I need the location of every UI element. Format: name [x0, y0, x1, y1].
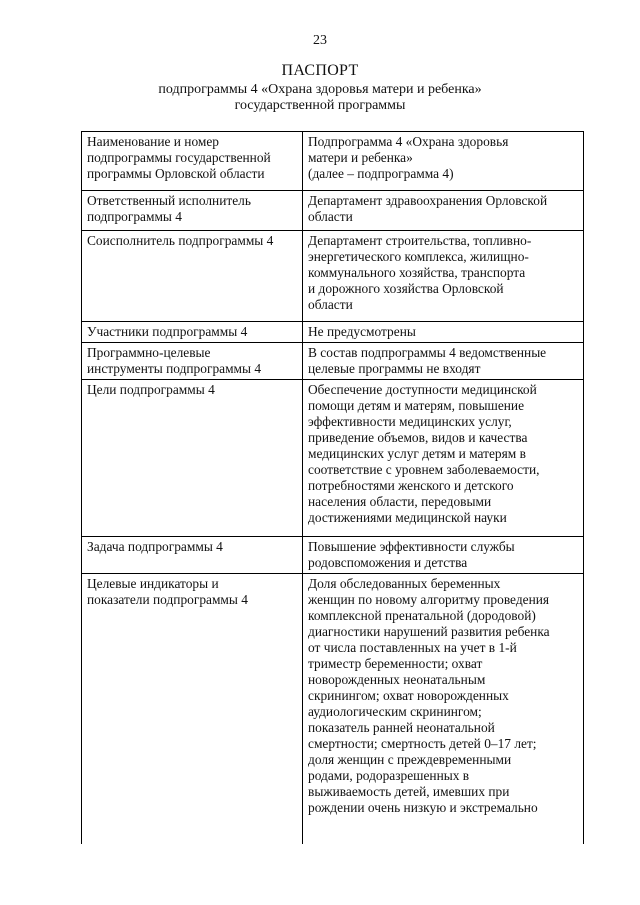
row-value-cell	[303, 537, 584, 574]
passport-table	[81, 131, 584, 844]
row-value-line: помощи детям и матерям, повышение	[308, 398, 525, 413]
row-value-line: доля женщин с преждевременными	[308, 752, 512, 767]
row-value-line: смертности; смертность детей 0–17 лет;	[308, 736, 537, 751]
row-value-line: Подпрограмма 4 «Охрана здоровья	[308, 134, 509, 149]
row-label-line: показатели подпрограммы 4	[87, 592, 248, 607]
row-label-line: Соисполнитель подпрограммы 4	[87, 233, 274, 248]
row-value-line: достижениями медицинской науки	[308, 510, 507, 525]
row-value-line: родами, родоразрешенных в	[308, 768, 470, 783]
table-row	[82, 191, 584, 231]
row-label-line: Участники подпрограммы 4	[87, 324, 248, 339]
subtitle-line: подпрограммы 4 «Охрана здоровья матери и ребенка»	[158, 82, 482, 97]
row-label-cell	[82, 380, 303, 537]
row-label-line: программы Орловской области	[87, 166, 265, 181]
row-label-line: инструменты подпрограммы 4	[87, 361, 262, 376]
row-value-line: родовспоможения и детства	[308, 555, 468, 570]
row-value-line: соответствие с уровнем заболеваемости,	[308, 462, 540, 477]
row-value-cell	[303, 574, 584, 844]
row-value-line: Повышение эффективности службы	[308, 539, 515, 554]
table-row	[82, 231, 584, 322]
row-label-cell	[82, 191, 303, 231]
row-value-cell	[303, 380, 584, 537]
row-value-line: медицинских услуг детям и матерям в	[308, 446, 526, 461]
row-label-line: Ответственный исполнитель	[87, 193, 251, 208]
row-value-line: женщин по новому алгоритму проведения	[308, 592, 550, 607]
row-value-line: (далее – подпрограмма 4)	[308, 166, 454, 181]
table-row	[82, 343, 584, 380]
row-label-cell	[82, 322, 303, 343]
subtitle-line: государственной программы	[234, 98, 406, 113]
row-value-line: комплексной пренатальной (дородовой)	[308, 608, 536, 623]
row-value-line: Департамент строительства, топливно-	[308, 233, 532, 248]
row-label-cell	[82, 574, 303, 844]
row-value-line: коммунального хозяйства, транспорта	[308, 265, 526, 280]
row-value-cell	[303, 343, 584, 380]
document-subtitle	[0, 82, 640, 114]
table-row	[82, 574, 584, 844]
row-value-line: Обеспечение доступности медицинской	[308, 382, 537, 397]
row-label-line: Наименование и номер	[87, 134, 220, 149]
row-value-line: выживаемость детей, имевших при	[308, 784, 510, 799]
row-value-line: Департамент здравоохранения Орловской	[308, 193, 548, 208]
row-value-line: потребностями женского и детского	[308, 478, 514, 493]
row-value-line: Доля обследованных беременных	[308, 576, 501, 591]
row-value-line: целевые программы не входят	[308, 361, 481, 376]
row-value-line: Не предусмотрены	[308, 324, 416, 339]
passport-table-body	[82, 132, 584, 844]
row-value-line: новорожденных неонатальным	[308, 672, 486, 687]
page-number: 23	[313, 33, 327, 48]
row-value-line: В состав подпрограммы 4 ведомственные	[308, 345, 547, 360]
row-label-line: подпрограммы 4	[87, 209, 182, 224]
row-value-line: и дорожного хозяйства Орловской	[308, 281, 504, 296]
row-value-line: эффективности медицинских услуг,	[308, 414, 512, 429]
row-value-cell	[303, 322, 584, 343]
row-value-line: населения области, передовыми	[308, 494, 492, 509]
table-row	[82, 537, 584, 574]
row-value-line: матери и ребенка»	[308, 150, 413, 165]
row-label-line: Целевые индикаторы и	[87, 576, 219, 591]
table-row	[82, 322, 584, 343]
row-value-cell	[303, 132, 584, 191]
row-value-line: рождении очень низкую и экстремально	[308, 800, 538, 815]
row-label-line: Цели подпрограммы 4	[87, 382, 215, 397]
row-value-line: приведение объемов, видов и качества	[308, 430, 528, 445]
row-value-line: скринингом; охват новорожденных	[308, 688, 509, 703]
row-value-line: от числа поставленных на учет в 1-й	[308, 640, 517, 655]
row-value-line: аудиологическим скринингом;	[308, 704, 482, 719]
row-value-line: триместр беременности; охват	[308, 656, 483, 671]
row-label-line: Программно-целевые	[87, 345, 211, 360]
row-value-cell	[303, 231, 584, 322]
row-label-cell	[82, 537, 303, 574]
row-value-line: области	[308, 209, 353, 224]
row-value-line: показатель ранней неонатальной	[308, 720, 495, 735]
row-label-cell	[82, 132, 303, 191]
document-title: ПАСПОРТ	[281, 62, 359, 79]
table-row	[82, 132, 584, 191]
row-value-line: области	[308, 297, 353, 312]
row-value-line: диагностики нарушений развития ребенка	[308, 624, 550, 639]
table-row	[82, 380, 584, 537]
row-label-line: Задача подпрограммы 4	[87, 539, 223, 554]
row-label-cell	[82, 343, 303, 380]
row-value-line: энергетического комплекса, жилищно-	[308, 249, 529, 264]
row-value-cell	[303, 191, 584, 231]
row-label-cell	[82, 231, 303, 322]
row-label-line: подпрограммы государственной	[87, 150, 271, 165]
